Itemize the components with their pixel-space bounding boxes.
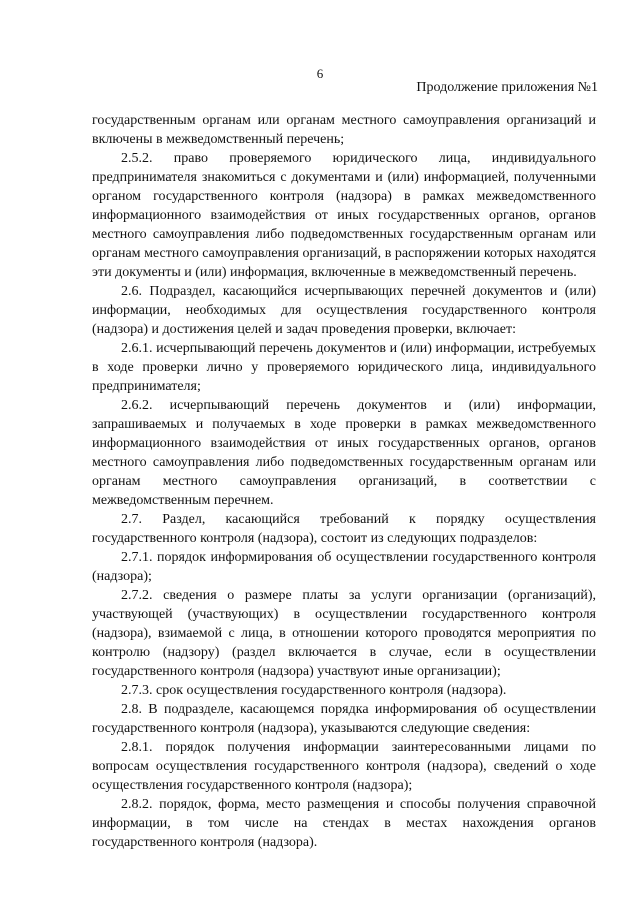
- paragraph-2-7-1: 2.7.1. порядок информирования об осуществлении государственного контроля (надзора);: [92, 550, 596, 584]
- paragraph-2-6: 2.6. Подраздел, касающийся исчерпывающих перечней документов и (или) информации, необходимых для осуществления государственного контроля (надзора) и достижения целей и задач проведения проверки, включает:: [92, 284, 596, 337]
- paragraph-2-7: 2.7. Раздел, касающийся требований к порядку осуществления государственного контроля (надзора), состоит из следующих подразделов:: [92, 512, 596, 546]
- paragraph-2-6-1: 2.6.1. исчерпывающий перечень документов и (или) информации, истребуемых в ходе проверки лично у проверяемого юридического лица, индивидуального предпринимателя;: [92, 341, 596, 394]
- document-body: [92, 111, 596, 852]
- paragraph-continuation: государственным органам или органам местного самоуправления организаций и включены в межведомственный перечень;: [92, 113, 596, 147]
- paragraph-2-8-2: 2.8.2. порядок, форма, место размещения и способы получения справочной информации, в том числе на стендах в местах нахождения органов государственного контроля (надзора).: [92, 797, 596, 850]
- paragraph-2-8-1: 2.8.1. порядок получения информации заинтересованными лицами по вопросам осуществления государственного контроля (надзора), сведений о ходе осуществления государственного контроля (надзора);: [92, 740, 596, 793]
- paragraph-2-8: 2.8. В подразделе, касающемся порядка информирования об осуществлении государственного контроля (надзора), указываются следующие сведения:: [92, 702, 596, 736]
- paragraph-2-7-2: 2.7.2. сведения о размере платы за услуги организации (организаций), участвующей (участвующих) в осуществлении государственного контроля (надзора), взимаемой с лица, в отношении которого проводятся мероприятия по контролю (надзору) (раздел включается в случае, если в осуществлении государственного контроля (надзора) участвуют иные организации);: [92, 588, 596, 679]
- page-number: 6: [316, 66, 324, 81]
- paragraph-2-6-2: 2.6.2. исчерпывающий перечень документов и (или) информации, запрашиваемых и получаемых в ходе проверки в рамках межведомственного информационного взаимодействия от иных государственных органов, органов местного самоуправления либо подведомственных государственным органам или органам местного самоуправления организаций, в соответствии с межведомственным перечнем.: [92, 398, 596, 508]
- paragraph-2-5-2: 2.5.2. право проверяемого юридического лица, индивидуального предпринимателя знакомиться с документами и (или) информацией, полученными органом государственного контроля (надзора) в рамках межведомственного информационного взаимодействия от иных государственных органов, органов местного самоуправления либо подведомственных государственным органам или органам местного самоуправления организаций, в распоряжении которых находятся эти документы и (или) информация, включенные в межведомственный перечень.: [92, 151, 596, 280]
- paragraph-2-7-3: 2.7.3. срок осуществления государственного контроля (надзора).: [121, 683, 507, 698]
- appendix-continuation-note: Продолжение приложения №1: [416, 80, 598, 95]
